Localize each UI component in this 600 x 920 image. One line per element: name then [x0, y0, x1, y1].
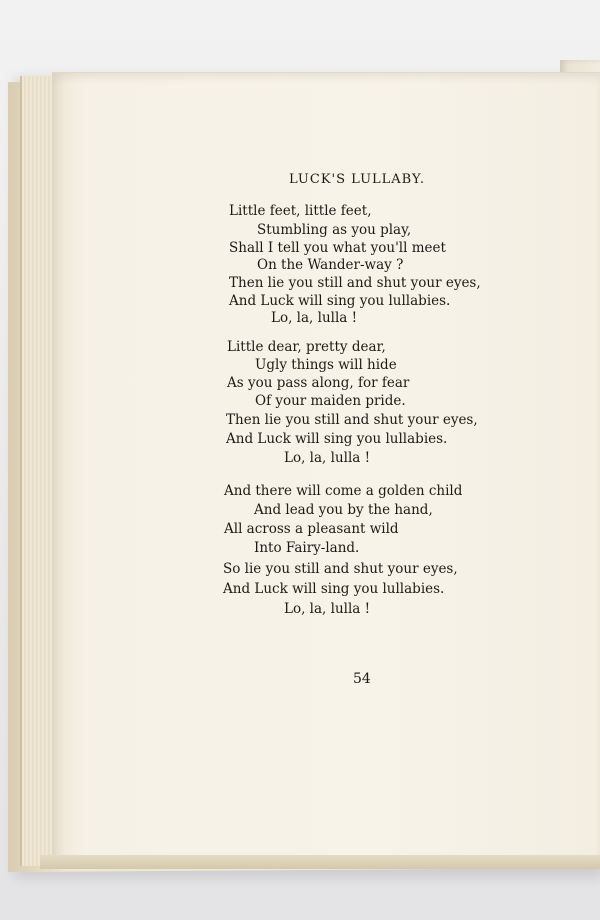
poem-line: And lead you by the hand, [254, 502, 433, 518]
book-page [52, 72, 600, 863]
poem-title: LUCK'S LULLABY. [289, 172, 426, 187]
poem-line: And Luck will sing you lullabies. [229, 293, 451, 309]
poem-line: Lo, la, lulla ! [284, 601, 371, 617]
poem-line: Of your maiden pride. [255, 393, 406, 409]
poem-line: On the Wander-way ? [257, 257, 404, 273]
poem-line: Then lie you still and shut your eyes, [229, 275, 481, 291]
page-number: 54 [353, 671, 371, 687]
poem-line: Lo, la, lulla ! [271, 310, 358, 326]
poem-line: Stumbling as you play, [257, 222, 412, 238]
poem-line: Little dear, pretty dear, [227, 339, 386, 355]
poem-line: And there will come a golden child [224, 483, 463, 499]
poem-line: So lie you still and shut your eyes, [223, 561, 458, 577]
poem-line: And Luck will sing you lullabies. [223, 581, 445, 597]
poem-line: Lo, la, lulla ! [284, 450, 371, 466]
poem-line: As you pass along, for fear [227, 375, 410, 391]
poem-line: And Luck will sing you lullabies. [226, 431, 448, 447]
poem-line: Then lie you still and shut your eyes, [226, 412, 478, 428]
poem-line: Ugly things will hide [255, 357, 397, 373]
poem-line: Into Fairy-land. [254, 540, 360, 556]
poem-line: Little feet, little feet, [229, 203, 372, 219]
book-bottom-edge [40, 855, 600, 869]
poem-line: All across a pleasant wild [224, 521, 399, 537]
poem-line: Shall I tell you what you'll meet [229, 240, 446, 256]
